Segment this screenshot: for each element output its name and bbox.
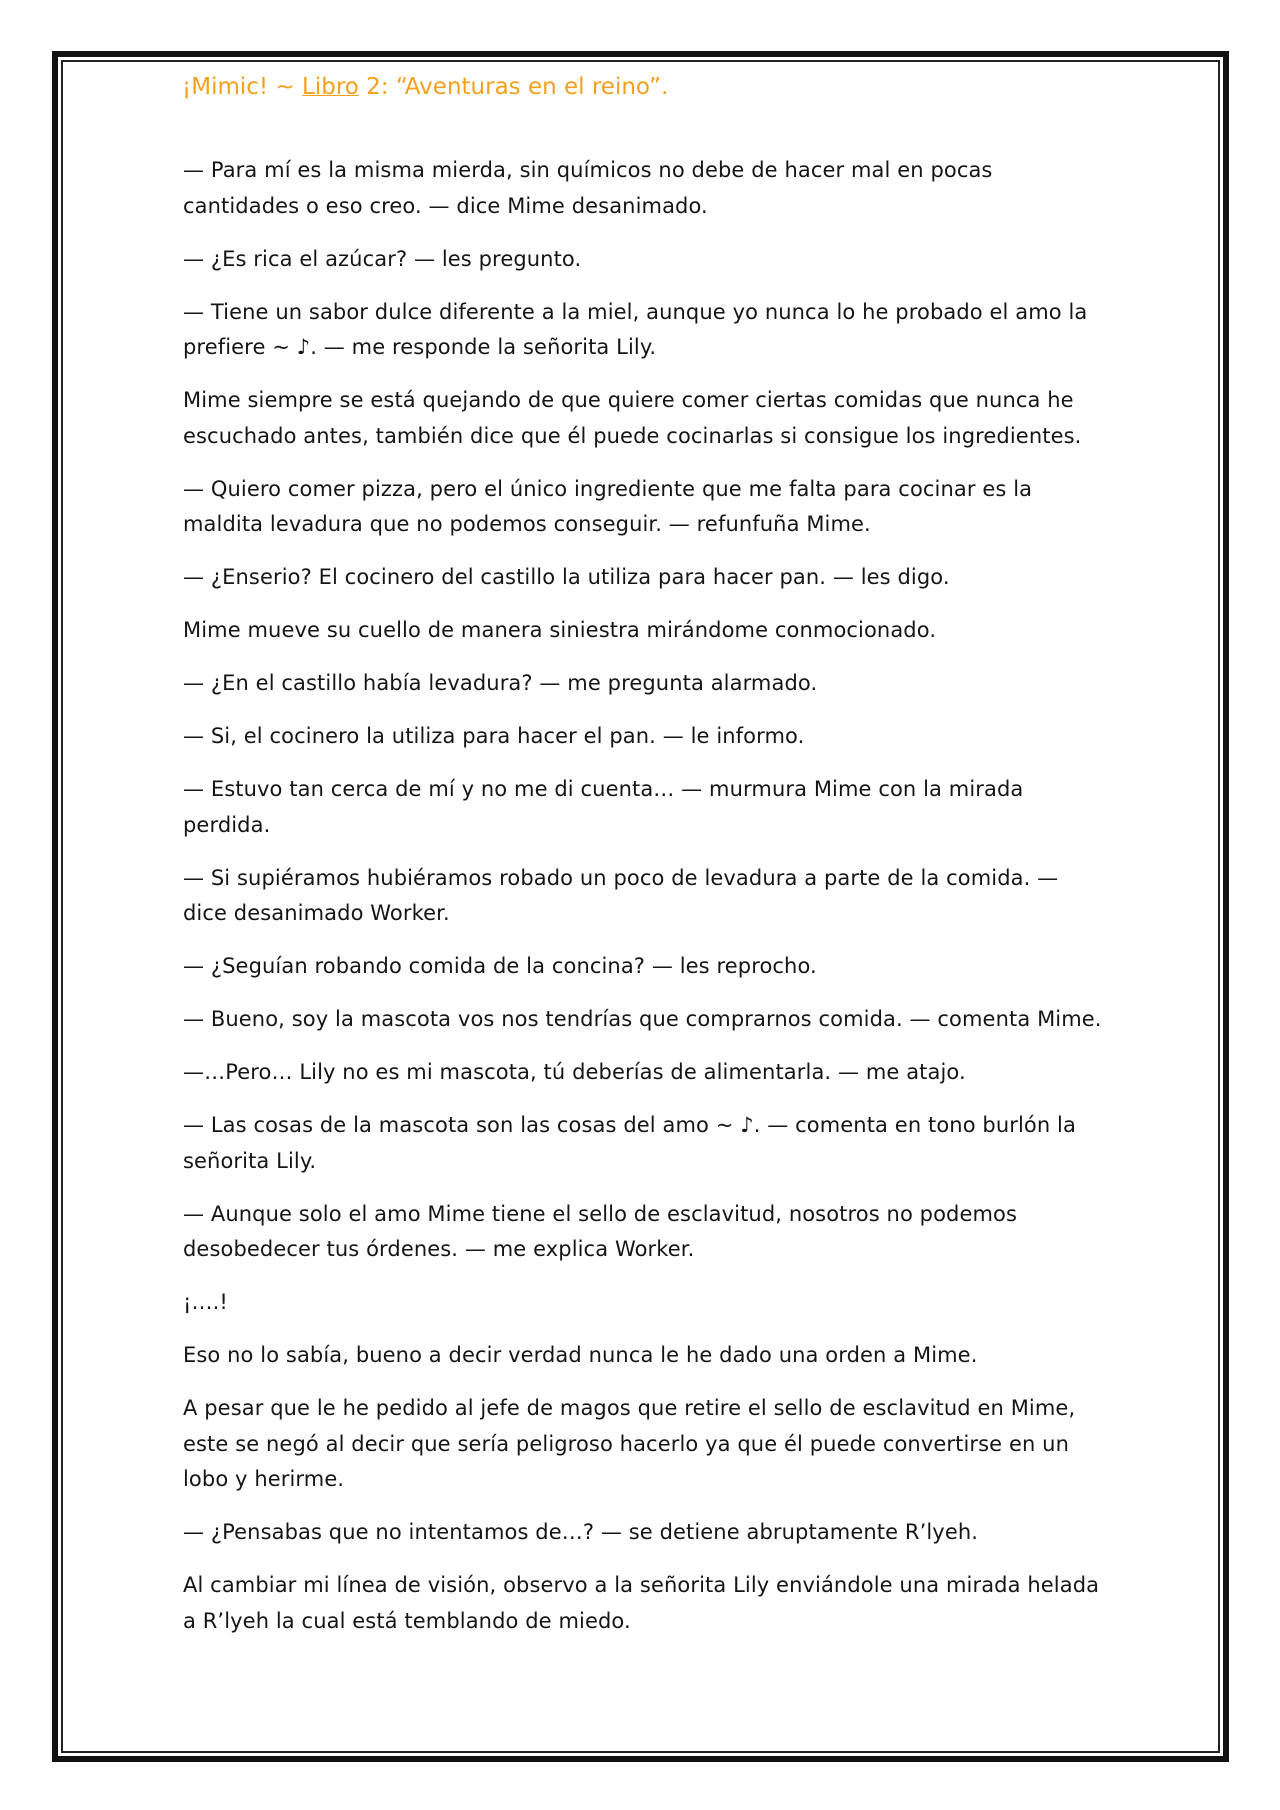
paragraph: — ¿En el castillo había levadura? — me pregunta alarmado. [183,671,818,695]
paragraph: Mime mueve su cuello de manera siniestra mirándome conmocionado. [183,618,937,642]
paragraph: Al cambiar mi línea de visión, observo a la señorita Lily enviándole una mirada helada a R’lyeh la cual está temblando de miedo. [183,1573,1100,1633]
paragraph: —…Pero… Lily no es mi mascota, tú deberías de alimentarla. — me atajo. [183,1060,966,1084]
paragraph: — Bueno, soy la mascota vos nos tendrías que comprarnos comida. — comenta Mime. [183,1007,1102,1031]
paragraph: Eso no lo sabía, bueno a decir verdad nunca le he dado una orden a Mime. [183,1343,978,1367]
paragraph: — Si, el cocinero la utiliza para hacer el pan. — le informo. [183,724,805,748]
paragraph: — Para mí es la misma mierda, sin químicos no debe de hacer mal en pocas cantidades o eso creo. — dice Mime desanimado. [183,158,993,218]
running-header [182,74,668,100]
paragraph: — ¿Enserio? El cocinero del castillo la utiliza para hacer pan. — les digo. [183,565,950,589]
paragraph: Mime siempre se está quejando de que quiere comer ciertas comidas que nunca he escuchado antes, también dice que él puede cocinarlas si consigue los ingredientes. [183,388,1082,448]
paragraph: — ¿Seguían robando comida de la concina? — les reprocho. [183,954,817,978]
body-text [183,153,1103,1657]
paragraph: — ¿Es rica el azúcar? — les pregunto. [183,246,582,271]
header-title: 2: “Aventuras en el reino”. [358,74,669,100]
paragraph: — ¿Pensabas que no intentamos de…? — se detiene abruptamente R’lyeh. [183,1520,979,1544]
header-libro: Libro [302,74,359,100]
paragraph: A pesar que le he pedido al jefe de magos que retire el sello de esclavitud en Mime, este se negó al decir que sería peligroso hacerlo ya que él puede convertirse en un lobo y herirme. [183,1396,1076,1491]
paragraph: — Si supiéramos hubiéramos robado un poco de levadura a parte de la comida. — dice desanimado Worker. [183,865,1059,925]
paragraph: — Tiene un sabor dulce diferente a la miel, aunque yo nunca lo he probado el amo la prefiere ~ ♪. — me responde la señorita Lily. [183,299,1088,359]
paragraph: — Estuvo tan cerca de mí y no me di cuenta… — murmura Mime con la mirada perdida. [183,777,1024,837]
paragraph: — Aunque solo el amo Mime tiene el sello de esclavitud, nosotros no podemos desobedecer tus órdenes. — me explica Worker. [183,1201,1018,1261]
paragraph: — Las cosas de la mascota son las cosas del amo ~ ♪. — comenta en tono burlón la señorita Lily. [183,1113,1076,1173]
header-prefix: ¡Mimic! ~ [182,74,303,100]
paragraph: — Quiero comer pizza, pero el único ingrediente que me falta para cocinar es la maldita levadura que no podemos conseguir. — refunfuña Mime. [183,476,1033,536]
paragraph: ¡….! [183,1290,228,1314]
